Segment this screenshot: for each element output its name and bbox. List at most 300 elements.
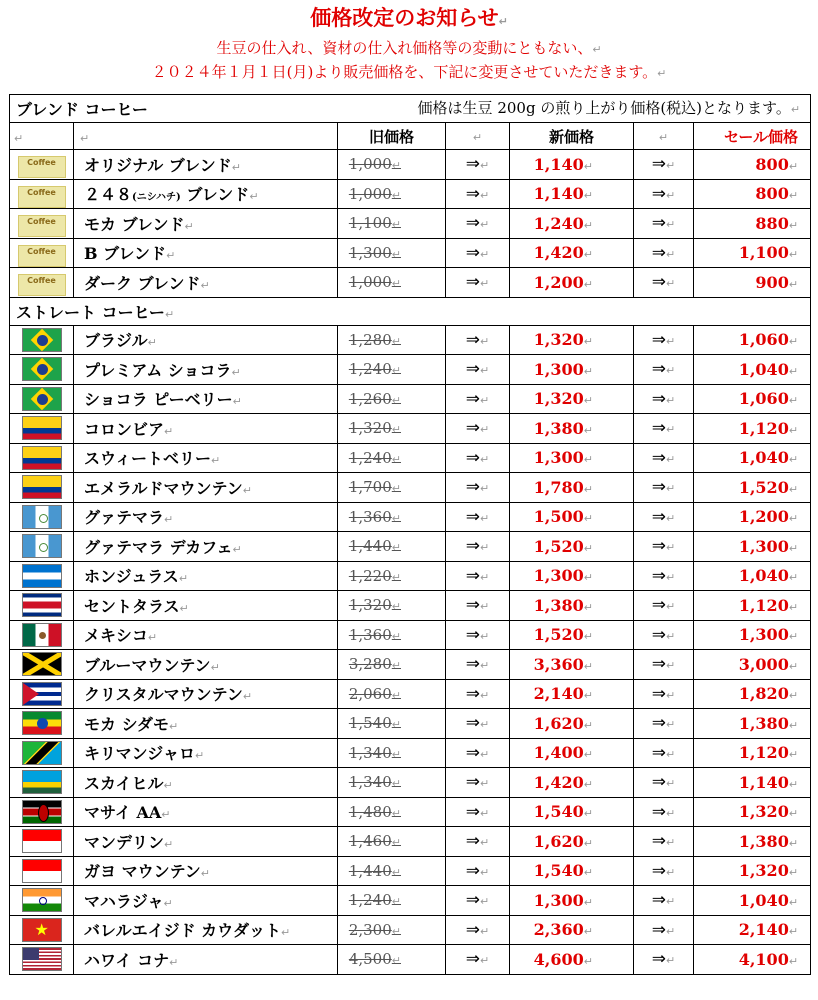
new-price-value: 1,620 — [533, 831, 584, 851]
product-name: ガヨ マウンテン↵ — [74, 856, 338, 886]
old-price-value: 3,280 — [348, 655, 392, 674]
old-price-value: 1,440 — [348, 861, 392, 880]
arrow-icon: ⇒↵ — [634, 150, 694, 180]
new-price-value: 1,300 — [533, 566, 584, 586]
cuba-flag-icon — [22, 682, 62, 706]
new-price-value: 1,540 — [533, 861, 584, 881]
new-price-value: 1,520 — [533, 625, 584, 645]
product-name: スカイヒル↵ — [74, 768, 338, 798]
sale-price-value: 1,140 — [738, 772, 789, 792]
sale-price: 1,040↵ — [694, 886, 811, 916]
arrow-icon: ⇒↵ — [446, 856, 510, 886]
guatemala-flag-icon — [22, 534, 62, 558]
colombia-flag-icon — [22, 446, 62, 470]
sale-price-value: 1,380 — [738, 713, 789, 733]
sale-price-value: 1,040 — [738, 566, 789, 586]
new-price-value: 1,320 — [533, 389, 584, 409]
arrow-icon: ⇒↵ — [446, 150, 510, 180]
old-price: 1,700↵ — [338, 473, 446, 503]
sale-price: 2,140↵ — [694, 915, 811, 945]
sale-price-value: 1,060 — [738, 389, 789, 409]
sale-price: 1,140↵ — [694, 768, 811, 798]
new-price-value: 1,200 — [533, 272, 584, 292]
sale-price: 1,100↵ — [694, 238, 811, 268]
new-price-value: 1,420 — [533, 243, 584, 263]
new-price: 1,400↵ — [510, 738, 634, 768]
indonesia-flag-icon — [22, 829, 62, 853]
table-row — [10, 238, 811, 268]
arrow-icon: ⇒↵ — [634, 915, 694, 945]
flag-cell — [10, 443, 74, 473]
table-row — [10, 414, 811, 444]
product-name-text: ショコラ ピーベリー — [84, 390, 233, 410]
table-row — [10, 532, 811, 562]
product-name-text: マンデリン — [84, 832, 165, 852]
arrow-icon: ⇒↵ — [446, 209, 510, 239]
arrow-icon: ⇒↵ — [446, 473, 510, 503]
old-price-value: 1,240 — [348, 360, 392, 379]
old-price-value: 2,300 — [348, 920, 392, 939]
arrow-icon: ⇒↵ — [446, 384, 510, 414]
rwanda-flag-icon — [22, 770, 62, 794]
table-row — [10, 209, 811, 239]
product-name: モカ シダモ↵ — [74, 709, 338, 739]
brazil-flag-icon — [22, 387, 62, 411]
old-price: 1,440↵ — [338, 856, 446, 886]
arrow-icon: ⇒↵ — [634, 620, 694, 650]
new-price: 1,300↵ — [510, 561, 634, 591]
column-header-row: ↵ ↵ 旧価格 ↵ 新価格 ↵ セール価格 — [10, 123, 811, 150]
arrow-icon: ⇒↵ — [634, 502, 694, 532]
product-name: バレルエイジド カウダット↵ — [74, 915, 338, 945]
straight-section-header: ストレート コーヒー↵ — [10, 297, 811, 325]
flag-cell — [10, 886, 74, 916]
new-price: 1,300↵ — [510, 355, 634, 385]
arrow-icon: ⇒↵ — [634, 886, 694, 916]
jamaica-flag-icon — [22, 652, 62, 676]
product-name: メキシコ↵ — [74, 620, 338, 650]
old-price-value: 1,320 — [348, 596, 392, 615]
sale-price-value: 900 — [755, 272, 789, 292]
logo-cell — [10, 238, 74, 268]
notice-line-1: 生豆の仕入れ、資材の仕入れ価格等の変動にともない、↵ — [216, 39, 602, 57]
price-note: 価格は生豆 200g の煎り上がり価格(税込)となります。↵ — [417, 99, 801, 117]
old-price: 1,340↵ — [338, 768, 446, 798]
table-row — [10, 502, 811, 532]
arrow-icon: ⇒↵ — [446, 238, 510, 268]
new-price: 1,240↵ — [510, 209, 634, 239]
old-price: 2,300↵ — [338, 915, 446, 945]
straight-section-title: ストレート コーヒー — [16, 302, 165, 322]
product-name-text: バレルエイジド カウダット — [84, 921, 282, 941]
arrow-icon: ⇒↵ — [446, 679, 510, 709]
arrow-icon: ⇒↵ — [446, 325, 510, 355]
product-name: コロンビア↵ — [74, 414, 338, 444]
new-price-value: 3,360 — [533, 654, 584, 674]
product-name-text: グァテマラ — [84, 508, 165, 528]
flag-cell — [10, 473, 74, 503]
brazil-flag-icon — [22, 328, 62, 352]
arrow-icon: ⇒↵ — [634, 797, 694, 827]
sale-price: 4,100↵ — [694, 945, 811, 975]
flag-cell — [10, 738, 74, 768]
new-price-value: 1,300 — [533, 359, 584, 379]
product-name-text: マハラジャ — [84, 891, 164, 911]
sale-price: 1,040↵ — [694, 561, 811, 591]
table-row — [10, 355, 811, 385]
sale-price: 3,000↵ — [694, 650, 811, 680]
sale-price-value: 3,000 — [738, 654, 789, 674]
new-price-value: 1,320 — [533, 330, 584, 350]
product-name: スウィートベリー↵ — [74, 443, 338, 473]
old-price-value: 1,300 — [348, 243, 392, 262]
new-price: 1,320↵ — [510, 325, 634, 355]
arrow-icon: ⇒↵ — [634, 856, 694, 886]
old-price-value: 1,540 — [348, 714, 392, 733]
sale-price-value: 800 — [755, 154, 789, 174]
arrow-icon: ⇒↵ — [446, 179, 510, 209]
new-price-value: 1,540 — [533, 802, 584, 822]
new-price: 1,420↵ — [510, 238, 634, 268]
table-row — [10, 384, 811, 414]
new-price: 1,140↵ — [510, 150, 634, 180]
arrow-icon: ⇒↵ — [446, 443, 510, 473]
old-price: 1,240↵ — [338, 355, 446, 385]
table-row — [10, 915, 811, 945]
sale-price: 880↵ — [694, 209, 811, 239]
old-price: 4,500↵ — [338, 945, 446, 975]
flag-cell — [10, 384, 74, 414]
new-price: 1,300↵ — [510, 443, 634, 473]
notice-line-2: ２０２４年１月１日(月)より販売価格を、下記に変更させていただきます。↵ — [151, 63, 667, 81]
sale-price: 1,060↵ — [694, 384, 811, 414]
price-table — [9, 94, 811, 975]
old-price: 1,260↵ — [338, 384, 446, 414]
product-name: ホンジュラス↵ — [74, 561, 338, 591]
table-row — [10, 945, 811, 975]
new-price: 1,140↵ — [510, 179, 634, 209]
old-price-value: 1,100 — [348, 214, 392, 233]
arrow-icon: ⇒↵ — [446, 768, 510, 798]
new-price-value: 1,300 — [533, 448, 584, 468]
product-name-text: ホンジュラス — [84, 567, 179, 587]
arrow-icon: ⇒↵ — [634, 650, 694, 680]
old-price: 1,000↵ — [338, 150, 446, 180]
product-name-text: ガヨ マウンテン — [84, 862, 201, 882]
sale-price-value: 1,520 — [738, 477, 789, 497]
sale-price: 1,820↵ — [694, 679, 811, 709]
flag-cell — [10, 561, 74, 591]
india-flag-icon — [22, 888, 62, 912]
coffee-logo-icon: Coffee — [18, 186, 66, 208]
product-name-text: メキシコ — [84, 626, 148, 646]
old-price: 1,440↵ — [338, 532, 446, 562]
arrow-icon: ⇒↵ — [446, 797, 510, 827]
arrow-icon: ⇒↵ — [634, 179, 694, 209]
new-price: 1,620↵ — [510, 709, 634, 739]
product-name: グァテマラ↵ — [74, 502, 338, 532]
blend-section-title: ブレンド コーヒー — [16, 100, 148, 119]
old-price: 1,000↵ — [338, 179, 446, 209]
table-row — [10, 709, 811, 739]
arrow-icon: ⇒↵ — [634, 738, 694, 768]
new-price: 3,360↵ — [510, 650, 634, 680]
old-price-value: 1,280 — [348, 330, 392, 349]
old-price-value: 2,060 — [348, 684, 392, 703]
product-name: セントタラス↵ — [74, 591, 338, 621]
old-price-value: 1,320 — [348, 419, 392, 438]
coffee-logo-icon: Coffee — [18, 245, 66, 267]
product-name: モカ ブレンド↵ — [74, 209, 338, 239]
old-price-value: 1,240 — [348, 448, 392, 467]
table-row — [10, 827, 811, 857]
new-price-value: 1,240 — [533, 213, 584, 233]
flag-cell — [10, 650, 74, 680]
brazil-flag-icon — [22, 357, 62, 381]
new-price-value: 2,140 — [533, 684, 584, 704]
product-name-text: キリマンジャロ — [84, 744, 195, 764]
sale-price-value: 1,060 — [738, 330, 789, 350]
table-row — [10, 179, 811, 209]
product-name: ハワイ コナ↵ — [74, 945, 338, 975]
new-price: 1,380↵ — [510, 414, 634, 444]
new-price: 1,780↵ — [510, 473, 634, 503]
sale-price-value: 1,300 — [738, 625, 789, 645]
table-row — [10, 268, 811, 298]
sale-price-value: 1,100 — [738, 243, 789, 263]
arrow-icon: ⇒↵ — [446, 738, 510, 768]
sale-price-value: 1,120 — [738, 743, 789, 763]
old-price: 1,360↵ — [338, 502, 446, 532]
sale-price: 1,120↵ — [694, 591, 811, 621]
new-price-header: 新価格 — [510, 123, 634, 150]
old-price-value: 1,220 — [348, 566, 392, 585]
new-price: 4,600↵ — [510, 945, 634, 975]
table-row — [10, 738, 811, 768]
new-price-value: 1,380 — [533, 595, 584, 615]
sale-price: 1,320↵ — [694, 856, 811, 886]
sale-price-value: 800 — [755, 184, 789, 204]
blend-section-header — [10, 95, 811, 123]
sale-price-value: 2,140 — [738, 920, 789, 940]
old-price: 1,240↵ — [338, 443, 446, 473]
arrow-icon: ⇒↵ — [446, 268, 510, 298]
arrow-icon: ⇒↵ — [446, 827, 510, 857]
sale-price: 800↵ — [694, 150, 811, 180]
product-name-text: ダーク ブレンド — [84, 273, 201, 293]
arrow-icon: ⇒↵ — [634, 414, 694, 444]
flag-cell — [10, 915, 74, 945]
logo-cell — [10, 150, 74, 180]
sale-price-value: 1,200 — [738, 507, 789, 527]
sale-price: 1,040↵ — [694, 443, 811, 473]
old-price-value: 1,240 — [348, 891, 392, 910]
new-price-value: 4,600 — [533, 949, 584, 969]
sale-price-value: 1,380 — [738, 831, 789, 851]
logo-cell — [10, 179, 74, 209]
page-title: 価格改定のお知らせ↵ — [310, 5, 508, 30]
old-price: 1,360↵ — [338, 620, 446, 650]
sale-price: 900↵ — [694, 268, 811, 298]
arrow-icon: ⇒↵ — [634, 532, 694, 562]
arrow-icon: ⇒↵ — [634, 325, 694, 355]
sale-price: 1,060↵ — [694, 325, 811, 355]
product-name: マサイ AA↵ — [74, 797, 338, 827]
colombia-flag-icon — [22, 475, 62, 499]
old-price: 1,000↵ — [338, 268, 446, 298]
old-price-value: 4,500 — [348, 950, 392, 969]
arrow-icon: ⇒↵ — [634, 679, 694, 709]
sale-price: 1,520↵ — [694, 473, 811, 503]
new-price: 2,360↵ — [510, 915, 634, 945]
old-price: 1,320↵ — [338, 591, 446, 621]
old-price: 1,220↵ — [338, 561, 446, 591]
arrow-icon: ⇒↵ — [634, 355, 694, 385]
new-price-value: 1,500 — [533, 507, 584, 527]
old-price-value: 1,360 — [348, 625, 392, 644]
new-price-value: 1,400 — [533, 743, 584, 763]
sale-price-value: 1,040 — [738, 448, 789, 468]
sale-price: 1,380↵ — [694, 827, 811, 857]
product-name-text: モカ ブレンド — [84, 214, 185, 234]
old-price-value: 1,260 — [348, 389, 392, 408]
new-price: 1,380↵ — [510, 591, 634, 621]
flag-cell — [10, 856, 74, 886]
coffee-logo-icon: Coffee — [18, 215, 66, 237]
new-price: 1,420↵ — [510, 768, 634, 798]
arrow-icon: ⇒↵ — [446, 561, 510, 591]
new-price-value: 1,780 — [533, 477, 584, 497]
old-price: 2,060↵ — [338, 679, 446, 709]
arrow-icon: ⇒↵ — [446, 650, 510, 680]
new-price-value: 1,140 — [533, 184, 584, 204]
flag-cell — [10, 502, 74, 532]
new-price: 1,540↵ — [510, 797, 634, 827]
arrow-icon: ⇒↵ — [446, 502, 510, 532]
product-name-text: セントタラス — [84, 596, 180, 616]
new-price: 1,500↵ — [510, 502, 634, 532]
old-price: 1,280↵ — [338, 325, 446, 355]
arrow-icon: ⇒↵ — [634, 268, 694, 298]
sale-price: 1,300↵ — [694, 620, 811, 650]
arrow-icon: ⇒↵ — [634, 768, 694, 798]
flag-cell — [10, 827, 74, 857]
vietnam-flag-icon — [22, 918, 62, 942]
arrow-icon: ⇒↵ — [446, 414, 510, 444]
old-price: 1,300↵ — [338, 238, 446, 268]
flag-cell — [10, 945, 74, 975]
product-name: プレミアム ショコラ↵ — [74, 355, 338, 385]
sale-price-value: 1,040 — [738, 890, 789, 910]
product-name-text: スカイヒル — [84, 773, 164, 793]
sale-price: 800↵ — [694, 179, 811, 209]
new-price: 1,520↵ — [510, 620, 634, 650]
product-name: B ブレンド↵ — [74, 238, 338, 268]
sale-price-value: 1,820 — [738, 684, 789, 704]
arrow-icon: ⇒↵ — [634, 591, 694, 621]
arrow-icon: ⇒↵ — [634, 561, 694, 591]
old-price-value: 1,480 — [348, 802, 392, 821]
flag-cell — [10, 797, 74, 827]
product-name-text: オリジナル ブレンド — [84, 155, 232, 175]
arrow-icon: ⇒↵ — [446, 709, 510, 739]
product-name-text: ブラジル — [84, 331, 148, 351]
sale-price: 1,040↵ — [694, 355, 811, 385]
old-price-value: 1,460 — [348, 832, 392, 851]
product-name-text: スウィートベリー — [84, 449, 212, 469]
old-price: 1,480↵ — [338, 797, 446, 827]
arrow-icon: ⇒↵ — [446, 620, 510, 650]
arrow-icon: ⇒↵ — [634, 443, 694, 473]
arrow-icon: ⇒↵ — [446, 355, 510, 385]
table-row — [10, 620, 811, 650]
old-price: 1,340↵ — [338, 738, 446, 768]
logo-cell — [10, 268, 74, 298]
old-price: 3,280↵ — [338, 650, 446, 680]
sale-price-header: セール価格 — [694, 123, 811, 150]
sale-price-value: 4,100 — [738, 949, 789, 969]
old-price-value: 1,000 — [348, 184, 392, 203]
arrow-icon: ⇒↵ — [446, 945, 510, 975]
costarica-flag-icon — [22, 593, 62, 617]
usa-flag-icon — [22, 947, 62, 971]
old-price: 1,460↵ — [338, 827, 446, 857]
honduras-flag-icon — [22, 564, 62, 588]
product-name: ダーク ブレンド↵ — [74, 268, 338, 298]
old-price: 1,240↵ — [338, 886, 446, 916]
flag-cell — [10, 325, 74, 355]
arrow-icon: ⇒↵ — [634, 473, 694, 503]
new-price: 1,520↵ — [510, 532, 634, 562]
sale-price-value: 1,320 — [738, 861, 789, 881]
old-price-value: 1,700 — [348, 478, 392, 497]
sale-price-value: 1,300 — [738, 536, 789, 556]
old-price: 1,100↵ — [338, 209, 446, 239]
ethiopia-flag-icon — [22, 711, 62, 735]
sale-price: 1,380↵ — [694, 709, 811, 739]
coffee-logo-icon: Coffee — [18, 156, 66, 178]
new-price-value: 1,520 — [533, 536, 584, 556]
product-name: ２４８(ニシハチ) ブレンド↵ — [74, 179, 338, 209]
product-name-text: エメラルドマウンテン — [84, 478, 243, 498]
product-name-reading: (ニシハチ) — [132, 192, 181, 204]
product-name: キリマンジャロ↵ — [74, 738, 338, 768]
sale-price-value: 1,120 — [738, 418, 789, 438]
product-name-text: ２４８ — [84, 185, 133, 205]
product-name: クリスタルマウンテン↵ — [74, 679, 338, 709]
flag-cell — [10, 620, 74, 650]
old-price-value: 1,340 — [348, 743, 392, 762]
new-price-value: 1,380 — [533, 418, 584, 438]
arrow-icon: ⇒↵ — [446, 915, 510, 945]
old-price-value: 1,360 — [348, 507, 392, 526]
old-price-value: 1,000 — [348, 155, 392, 174]
table-row — [10, 679, 811, 709]
new-price: 1,540↵ — [510, 856, 634, 886]
indonesia-flag-icon — [22, 859, 62, 883]
product-name-text: クリスタルマウンテン — [84, 685, 243, 705]
table-row — [10, 650, 811, 680]
table-row — [10, 768, 811, 798]
flag-cell — [10, 532, 74, 562]
sale-price: 1,200↵ — [694, 502, 811, 532]
flag-cell — [10, 414, 74, 444]
sale-price: 1,300↵ — [694, 532, 811, 562]
table-row — [10, 856, 811, 886]
sale-price: 1,120↵ — [694, 738, 811, 768]
product-name-text: コロンビア — [84, 419, 165, 439]
sale-price-value: 1,120 — [738, 595, 789, 615]
